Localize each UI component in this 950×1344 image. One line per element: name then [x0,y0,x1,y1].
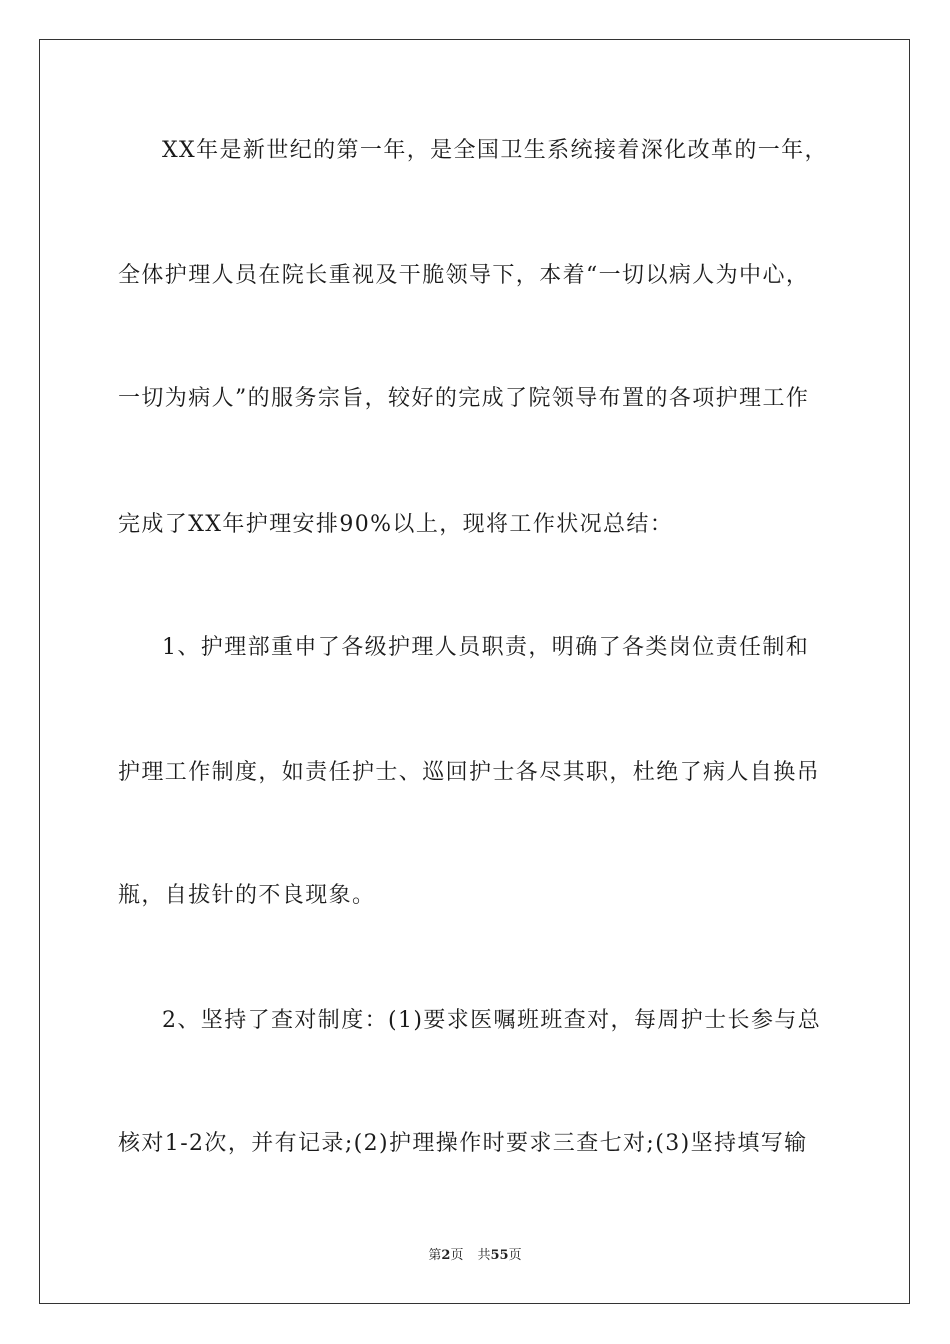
footer-total-pages: 55 [490,1248,509,1263]
page-border [39,39,910,1304]
paragraph-line: 1、护理部重申了各级护理人员职责，明确了各类岗位责任制和 [162,635,810,660]
page-footer [0,1247,950,1265]
paragraph-line: 完成了XX年护理安排90%以上，现将工作状况总结： [118,512,674,537]
paragraph-line: 2、坚持了查对制度：(1)要求医嘱班班查对，每周护士长参与总 [162,1008,822,1033]
paragraph-line: 瓶，自拔针的不良现象。 [118,883,376,908]
paragraph-line: 核对1-2次，并有记录;(2)护理操作时要求三查七对;(3)坚持填写输 [118,1131,808,1156]
footer-total-suffix: 页 [508,1248,522,1263]
footer-page-suffix: 页 [450,1248,464,1263]
footer-page-prefix: 第 [428,1248,442,1263]
paragraph-line: 护理工作制度，如责任护士、巡回护士各尽其职，杜绝了病人自换吊 [118,760,821,785]
footer-total-prefix: 共 [477,1248,491,1263]
paragraph-line: XX年是新世纪的第一年，是全国卫生系统接着深化改革的一年， [162,138,828,163]
paragraph-line: 一切为病人”的服务宗旨，较好的完成了院领导布置的各项护理工作 [118,386,810,411]
footer-page-number: 2 [441,1248,451,1263]
paragraph-line: 全体护理人员在院长重视及干脆领导下，本着“一切以病人为中心， [118,263,810,288]
